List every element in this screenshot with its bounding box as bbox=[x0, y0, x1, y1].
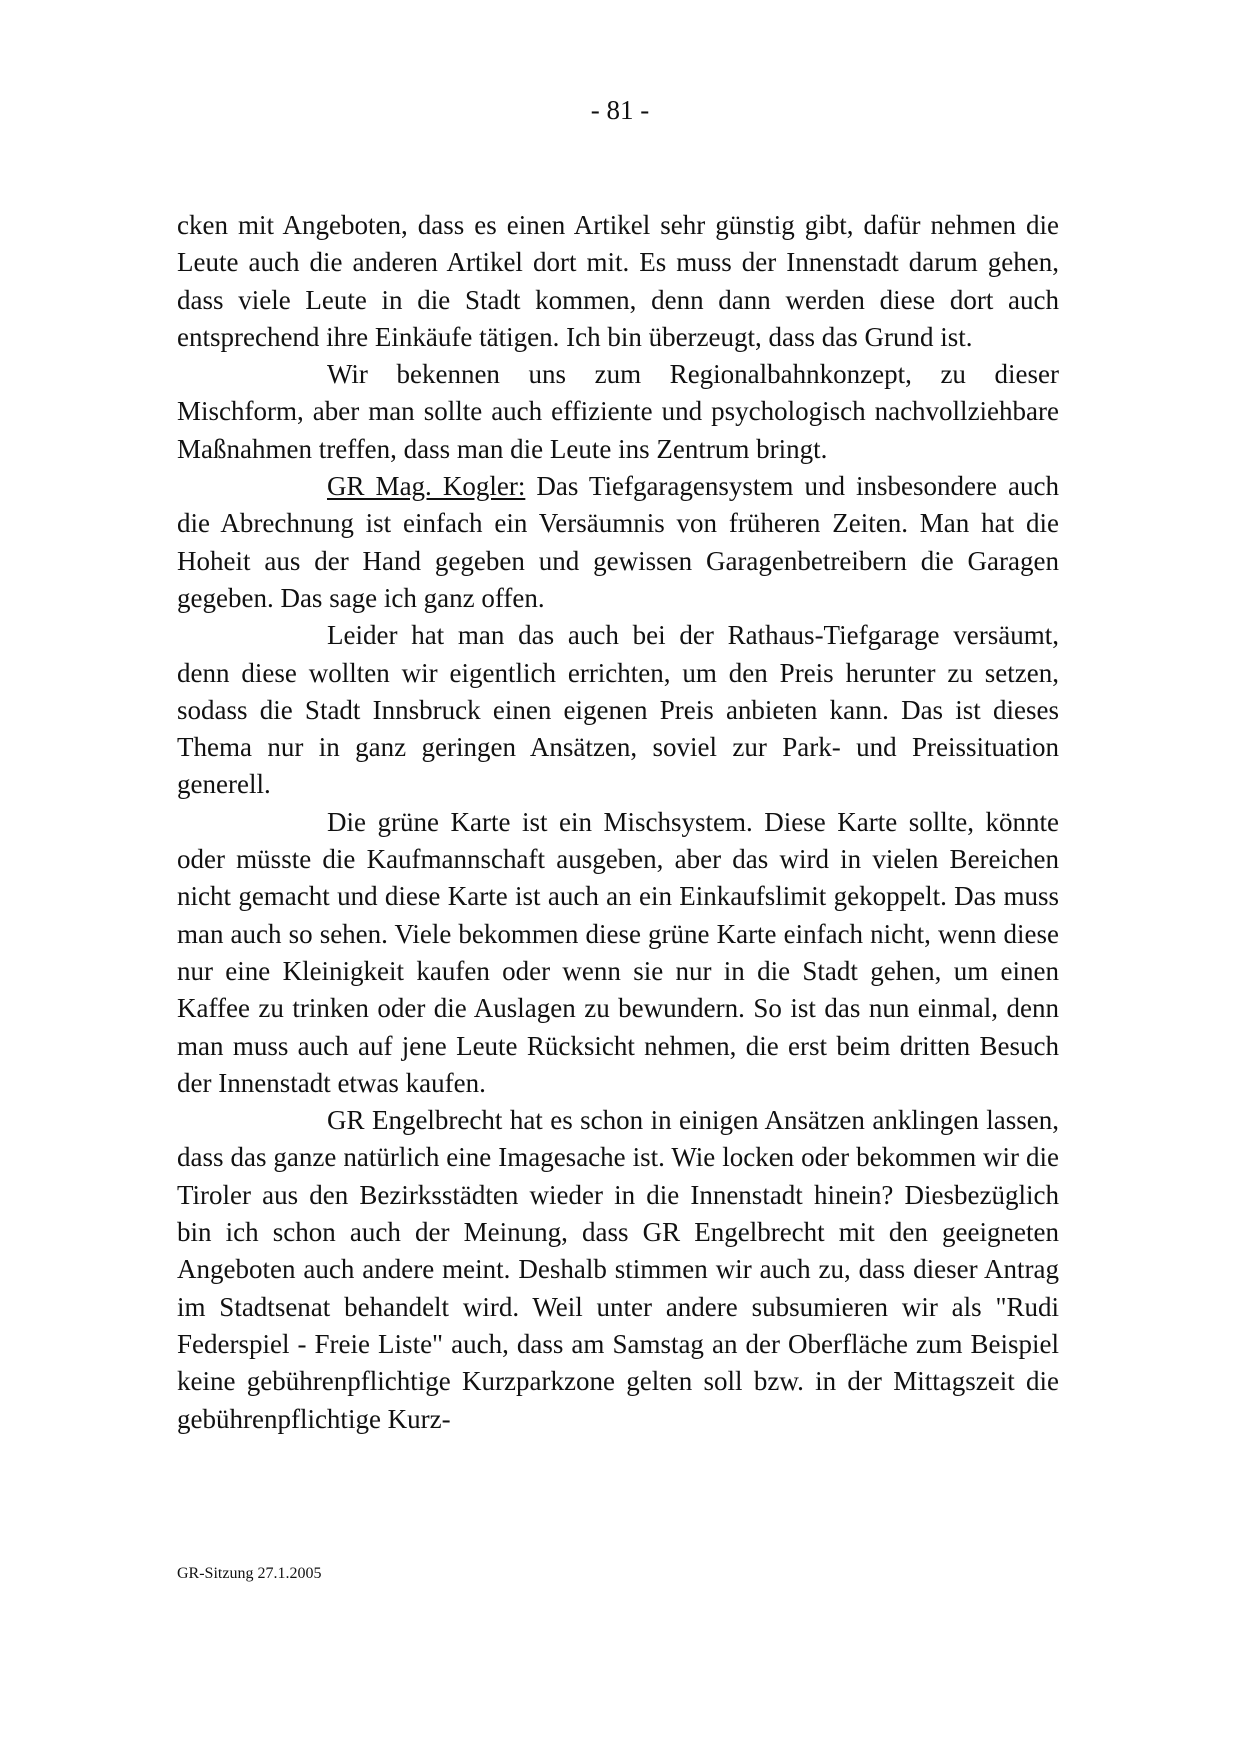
page-number: - 81 - bbox=[590, 95, 650, 125]
document-body bbox=[177, 207, 1059, 1438]
paragraph-3-text: Das Tiefgaragensystem und insbesondere auch die Abrechnung ist einfach ein Versäumnis von früheren Zeiten. Man hat die Hoheit aus der Hand gegeben und gewissen Garagenbetreibern die Garagen gegeben. Das sage ich ganz offen. bbox=[177, 471, 1059, 613]
paragraph-3 bbox=[177, 468, 1059, 617]
paragraph-5: Die grüne Karte ist ein Mischsystem. Diese Karte sollte, könnte oder müsste die Kaufmannschaft ausgeben, aber das wird in vielen Bereichen nicht gemacht und diese Karte ist auch an ein Einkaufslimit gekoppelt. Das muss man auch so sehen. Viele bekommen diese grüne Karte einfach nicht, wenn diese nur eine Kleinigkeit kaufen oder wenn sie nur in die Stadt gehen, um einen Kaffee zu trinken oder die Auslagen zu bewundern. So ist das nun einmal, denn man muss auch auf jene Leute Rücksicht nehmen, die erst beim dritten Besuch der Innenstadt etwas kaufen. bbox=[177, 806, 1059, 1098]
paragraph-6: GR Engelbrecht hat es schon in einigen Ansätzen anklingen lassen, dass das ganze natürlich eine Imagesache ist. Wie locken oder bekommen wir die Tiroler aus den Bezirksstädten wieder in die Innenstadt hinein? Diesbezüglich bin ich schon auch der Meinung, dass GR Engelbrecht mit den geeigneten Angeboten auch andere meint. Deshalb stimmen wir auch zu, dass dieser Antrag im Stadtsenat behandelt wird. Weil unter andere subsumieren wir als "Rudi Federspiel - Freie Liste" auch, dass am Samstag an der Oberfläche zum Beispiel keine gebührenpflichtige Kurzparkzone gelten soll bzw. in der Mittagszeit die gebührenpflichtige Kurz- bbox=[177, 1105, 1059, 1434]
paragraph-2: Wir bekennen uns zum Regionalbahnkonzept, zu dieser Mischform, aber man sollte auch effiziente und psychologisch nachvollziehbare Maßnahmen treffen, dass man die Leute ins Zentrum bringt. bbox=[177, 359, 1059, 464]
paragraph-1: cken mit Angeboten, dass es einen Artikel sehr günstig gibt, dafür nehmen die Leute auch die anderen Artikel dort mit. Es muss der Innenstadt darum gehen, dass viele Leute in die Stadt kommen, denn dann werden diese dort auch entsprechend ihre Einkäufe tätigen. Ich bin überzeugt, dass das Grund ist. bbox=[177, 210, 1059, 352]
paragraph-4: Leider hat man das auch bei der Rathaus-Tiefgarage versäumt, denn diese wollten wir eigentlich errichten, um den Preis herunter zu setzen, sodass die Stadt Innsbruck einen eigenen Preis anbieten kann. Das ist dieses Thema nur in ganz geringen Ansätzen, soviel zur Park- und Preissituation generell. bbox=[177, 620, 1059, 800]
speaker-name: GR Mag. Kogler: bbox=[327, 471, 526, 502]
footer-session-date: GR-Sitzung 27.1.2005 bbox=[177, 1565, 322, 1582]
